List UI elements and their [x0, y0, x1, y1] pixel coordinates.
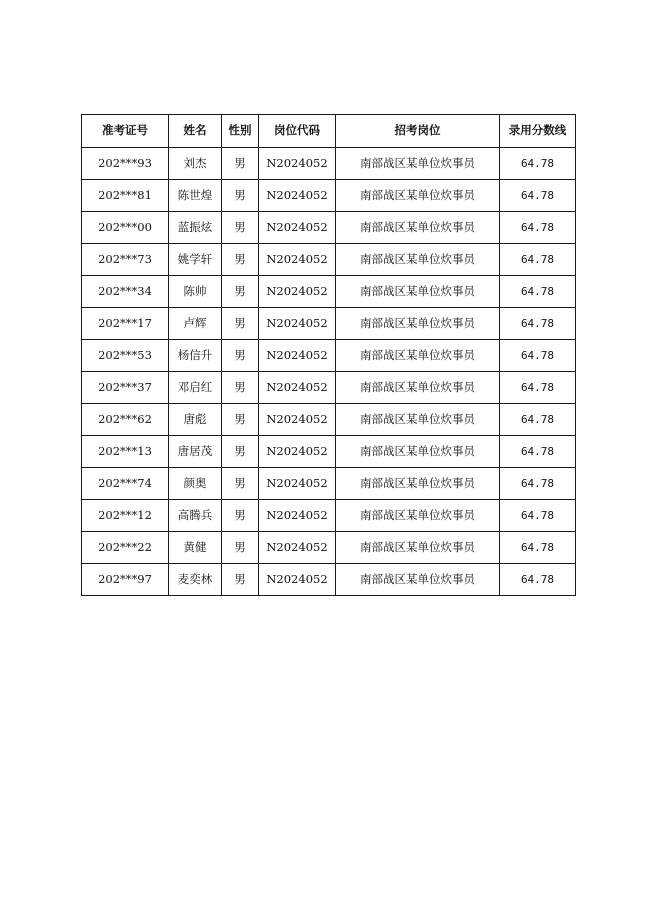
table-row [82, 468, 576, 500]
score-line-cell: 64.78 [500, 148, 576, 180]
table-row [82, 308, 576, 340]
name-cell: 高腾兵 [169, 500, 222, 532]
name-cell: 刘杰 [169, 148, 222, 180]
exam-number-cell: 202***97 [82, 564, 169, 596]
header-position-code: 岗位代码 [259, 115, 336, 148]
exam-number-cell: 202***74 [82, 468, 169, 500]
gender-cell: 男 [222, 244, 259, 276]
exam-number-cell: 202***93 [82, 148, 169, 180]
position-cell: 南部战区某单位炊事员 [336, 308, 500, 340]
table-row [82, 340, 576, 372]
gender-cell: 男 [222, 276, 259, 308]
position-cell: 南部战区某单位炊事员 [336, 212, 500, 244]
gender-cell: 男 [222, 212, 259, 244]
exam-number-cell: 202***12 [82, 500, 169, 532]
gender-cell: 男 [222, 564, 259, 596]
table-row [82, 532, 576, 564]
position-code-cell: N2024052 [259, 276, 336, 308]
exam-number-cell: 202***81 [82, 180, 169, 212]
name-cell: 杨信升 [169, 340, 222, 372]
name-cell: 邓启红 [169, 372, 222, 404]
table-header-row [82, 115, 576, 148]
gender-cell: 男 [222, 404, 259, 436]
position-code-cell: N2024052 [259, 564, 336, 596]
score-line-cell: 64.78 [500, 436, 576, 468]
position-cell: 南部战区某单位炊事员 [336, 532, 500, 564]
score-line-cell: 64.78 [500, 276, 576, 308]
gender-cell: 男 [222, 372, 259, 404]
score-line-cell: 64.78 [500, 404, 576, 436]
score-line-cell: 64.78 [500, 372, 576, 404]
score-line-cell: 64.78 [500, 212, 576, 244]
exam-number-cell: 202***17 [82, 308, 169, 340]
position-cell: 南部战区某单位炊事员 [336, 340, 500, 372]
exam-number-cell: 202***62 [82, 404, 169, 436]
table-row [82, 180, 576, 212]
table-row [82, 372, 576, 404]
exam-number-cell: 202***34 [82, 276, 169, 308]
exam-number-cell: 202***13 [82, 436, 169, 468]
name-cell: 陈世煌 [169, 180, 222, 212]
gender-cell: 男 [222, 500, 259, 532]
table-row [82, 244, 576, 276]
name-cell: 姚学轩 [169, 244, 222, 276]
position-code-cell: N2024052 [259, 436, 336, 468]
position-cell: 南部战区某单位炊事员 [336, 564, 500, 596]
score-line-cell: 64.78 [500, 308, 576, 340]
name-cell: 唐彪 [169, 404, 222, 436]
position-code-cell: N2024052 [259, 500, 336, 532]
name-cell: 颜奥 [169, 468, 222, 500]
position-code-cell: N2024052 [259, 212, 336, 244]
position-code-cell: N2024052 [259, 532, 336, 564]
score-line-cell: 64.78 [500, 532, 576, 564]
score-line-cell: 64.78 [500, 180, 576, 212]
gender-cell: 男 [222, 308, 259, 340]
position-code-cell: N2024052 [259, 340, 336, 372]
table-row [82, 276, 576, 308]
position-cell: 南部战区某单位炊事员 [336, 372, 500, 404]
admission-table [81, 114, 576, 596]
table-row [82, 564, 576, 596]
position-code-cell: N2024052 [259, 180, 336, 212]
name-cell: 陈帅 [169, 276, 222, 308]
header-position: 招考岗位 [336, 115, 500, 148]
header-name: 姓名 [169, 115, 222, 148]
score-line-cell: 64.78 [500, 500, 576, 532]
name-cell: 麦奕林 [169, 564, 222, 596]
header-score-line: 录用分数线 [500, 115, 576, 148]
gender-cell: 男 [222, 468, 259, 500]
score-line-cell: 64.78 [500, 340, 576, 372]
exam-number-cell: 202***73 [82, 244, 169, 276]
exam-number-cell: 202***53 [82, 340, 169, 372]
exam-number-cell: 202***37 [82, 372, 169, 404]
position-code-cell: N2024052 [259, 404, 336, 436]
position-cell: 南部战区某单位炊事员 [336, 468, 500, 500]
name-cell: 卢辉 [169, 308, 222, 340]
score-line-cell: 64.78 [500, 468, 576, 500]
name-cell: 蓝振炫 [169, 212, 222, 244]
score-line-cell: 64.78 [500, 564, 576, 596]
name-cell: 唐居茂 [169, 436, 222, 468]
table-row [82, 404, 576, 436]
position-cell: 南部战区某单位炊事员 [336, 500, 500, 532]
position-code-cell: N2024052 [259, 372, 336, 404]
table-body [82, 148, 576, 596]
gender-cell: 男 [222, 340, 259, 372]
table-row [82, 500, 576, 532]
gender-cell: 男 [222, 532, 259, 564]
position-cell: 南部战区某单位炊事员 [336, 148, 500, 180]
position-code-cell: N2024052 [259, 468, 336, 500]
table-row [82, 148, 576, 180]
exam-number-cell: 202***22 [82, 532, 169, 564]
score-line-cell: 64.78 [500, 244, 576, 276]
table-row [82, 212, 576, 244]
gender-cell: 男 [222, 180, 259, 212]
gender-cell: 男 [222, 436, 259, 468]
gender-cell: 男 [222, 148, 259, 180]
position-cell: 南部战区某单位炊事员 [336, 180, 500, 212]
header-exam-number: 准考证号 [82, 115, 169, 148]
position-cell: 南部战区某单位炊事员 [336, 244, 500, 276]
header-gender: 性别 [222, 115, 259, 148]
exam-number-cell: 202***00 [82, 212, 169, 244]
position-code-cell: N2024052 [259, 244, 336, 276]
position-cell: 南部战区某单位炊事员 [336, 276, 500, 308]
position-code-cell: N2024052 [259, 148, 336, 180]
position-cell: 南部战区某单位炊事员 [336, 404, 500, 436]
position-code-cell: N2024052 [259, 308, 336, 340]
table-row [82, 436, 576, 468]
position-cell: 南部战区某单位炊事员 [336, 436, 500, 468]
name-cell: 黄健 [169, 532, 222, 564]
